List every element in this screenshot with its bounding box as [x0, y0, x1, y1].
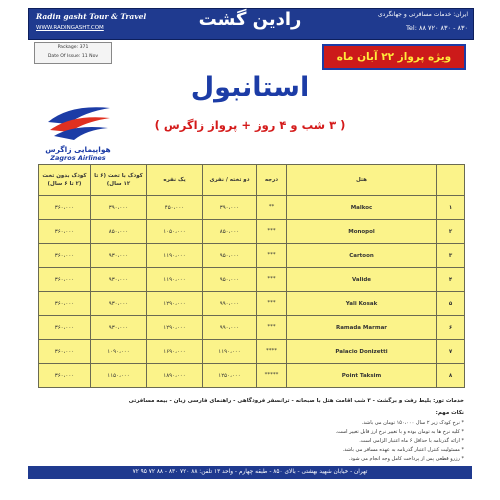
- header-phone: Tel: ۸۸ ۷۲۰ ۸۳۰ - ۸۳۰: [406, 24, 468, 32]
- chd-bed-cell: ۸۵۰،۰۰۰: [91, 220, 147, 244]
- chd-nobed-cell: ۳۶۰،۰۰۰: [39, 292, 91, 316]
- double-price-cell: ۹۹۰،۰۰۰: [203, 316, 257, 340]
- brand-name-english: Radin gasht Tour & Travel: [36, 12, 147, 21]
- chd-bed-cell: ۹۳۰،۰۰۰: [91, 316, 147, 340]
- chd-bed-cell: ۹۳۰،۰۰۰: [91, 244, 147, 268]
- double-price-cell: ۳۹۰،۰۰۰: [203, 196, 257, 220]
- star-rating-cell: ****: [257, 340, 287, 364]
- double-price-cell: ۸۵۰،۰۰۰: [203, 220, 257, 244]
- footer-bar: [28, 466, 472, 479]
- table-row: [39, 244, 465, 268]
- table-row: [39, 220, 465, 244]
- notes-title: نکات مهم:: [435, 410, 464, 416]
- note-item: * نرخ کودک زیر ۲ سال ۱۵۰،۰۰۰ تومان می باشد.: [361, 420, 464, 426]
- chd-nobed-cell: ۳۶۰،۰۰۰: [39, 316, 91, 340]
- header-star: درجه: [257, 165, 287, 196]
- single-price-cell: ۱۰۵۰،۰۰۰: [147, 220, 203, 244]
- double-price-cell: ۹۹۰،۰۰۰: [203, 292, 257, 316]
- brand-subtitle: ایران: خدمات مسافرتی و جهانگردی: [377, 11, 468, 18]
- single-price-cell: ۱۱۹۰،۰۰۰: [147, 268, 203, 292]
- star-rating-cell: ***: [257, 316, 287, 340]
- chd-bed-cell: ۹۳۰،۰۰۰: [91, 268, 147, 292]
- hotel-name-cell[interactable]: Valide: [287, 268, 437, 292]
- chd-nobed-cell: ۳۶۰،۰۰۰: [39, 364, 91, 388]
- single-price-cell: ۴۵۰،۰۰۰: [147, 196, 203, 220]
- price-table: [38, 164, 465, 388]
- chd-nobed-cell: ۳۶۰،۰۰۰: [39, 196, 91, 220]
- row-number-cell: ۷: [437, 340, 465, 364]
- star-rating-cell: ***: [257, 244, 287, 268]
- header-row-number: [437, 165, 465, 196]
- hotel-name-cell[interactable]: Monopol: [287, 220, 437, 244]
- table-row: [39, 292, 465, 316]
- date-of-issue: Date Of Issue: 11 Nov: [47, 54, 99, 59]
- footer-address: تهران - خیابان شهید بهشتی - بالای ۸۵۰ - طبقه چهارم - واحد ۱۳ تلفن: ۸۸ ۷۲۰ ۸۳۰ - ۸۸ ۷۲ ۹۵ ۷۲: [132, 469, 368, 475]
- chd-bed-cell: ۱۰۹۰،۰۰۰: [91, 340, 147, 364]
- table-row: [39, 196, 465, 220]
- brand-name-persian: رادین گشت: [198, 9, 302, 30]
- row-number-cell: ۸: [437, 364, 465, 388]
- single-price-cell: ۱۶۹۰،۰۰۰: [147, 340, 203, 364]
- single-price-cell: ۱۱۹۰،۰۰۰: [147, 244, 203, 268]
- chd-nobed-cell: ۳۶۰،۰۰۰: [39, 340, 91, 364]
- double-price-cell: ۱۲۵۰،۰۰۰: [203, 364, 257, 388]
- table-row: [39, 364, 465, 388]
- row-number-cell: ۱: [437, 196, 465, 220]
- star-rating-cell: **: [257, 196, 287, 220]
- single-price-cell: ۱۲۹۰،۰۰۰: [147, 316, 203, 340]
- hotel-name-cell[interactable]: Ramada Marmar: [287, 316, 437, 340]
- hotel-name-cell[interactable]: Palacio Donizetti: [287, 340, 437, 364]
- row-number-cell: ۴: [437, 268, 465, 292]
- double-price-cell: ۱۱۹۰،۰۰۰: [203, 340, 257, 364]
- chd-bed-cell: ۱۱۵۰،۰۰۰: [91, 364, 147, 388]
- airline-name-english: Zagros Airlines: [50, 154, 106, 162]
- double-price-cell: ۹۵۰،۰۰۰: [203, 268, 257, 292]
- row-number-cell: ۵: [437, 292, 465, 316]
- package-number: Package: 371: [57, 45, 89, 50]
- promo-text: ویژه پرواز ۲۲ آبان ماه: [336, 51, 452, 63]
- page-title: استانبول: [190, 72, 310, 103]
- single-price-cell: ۱۸۹۰،۰۰۰: [147, 364, 203, 388]
- hotel-name-cell[interactable]: Yali Kosak: [287, 292, 437, 316]
- star-rating-cell: ***: [257, 292, 287, 316]
- table-row: [39, 340, 465, 364]
- row-number-cell: ۲: [437, 220, 465, 244]
- note-item: * رزرو قطعی پس از پرداخت کامل وجه انجام می شود.: [348, 456, 464, 462]
- header-double: دو تخته / نفری: [203, 165, 257, 196]
- website-link[interactable]: WWW.RADINGASHT.COM: [36, 25, 104, 31]
- single-price-cell: ۱۲۹۰،۰۰۰: [147, 292, 203, 316]
- row-number-cell: ۶: [437, 316, 465, 340]
- note-item: * مسئولیت کنترل اعتبار گذرنامه به عهده مسافر می باشد.: [342, 447, 464, 453]
- star-rating-cell: *****: [257, 364, 287, 388]
- note-item: * ارائه گذرنامه با حداقل ۶ ماه اعتبار الزامی است.: [359, 438, 464, 444]
- chd-nobed-cell: ۳۶۰،۰۰۰: [39, 244, 91, 268]
- header-child-no-bed: کودک بدون تخت (۲ تا ۶ سال): [39, 165, 91, 196]
- table-row: [39, 316, 465, 340]
- table-header-row: [39, 165, 465, 196]
- header-single: یک نفره: [147, 165, 203, 196]
- airline-name-persian: هواپیمایی زاگرس: [45, 145, 111, 154]
- star-rating-cell: ***: [257, 220, 287, 244]
- header-hotel: هتل: [287, 165, 437, 196]
- hotel-name-cell[interactable]: Cartoon: [287, 244, 437, 268]
- chd-bed-cell: ۳۹۰،۰۰۰: [91, 196, 147, 220]
- note-item: * کلیه نرخ ها به تومان بوده و با تغییر نرخ ارز قابل تغییر است.: [335, 429, 464, 435]
- chd-nobed-cell: ۳۶۰،۰۰۰: [39, 220, 91, 244]
- tour-services: خدمات تور: بلیط رفت و برگشت - ۳ شب اقامت هتل با صبحانه - ترانسفر فرودگاهی - راهنمای فارسی زبان - بیمه مسافرتی: [128, 398, 464, 404]
- header-child-with-bed: کودک با تخت (۶ تا ۱۲ سال): [91, 165, 147, 196]
- table-row: [39, 268, 465, 292]
- promo-banner: [322, 44, 466, 70]
- chd-nobed-cell: ۳۶۰،۰۰۰: [39, 268, 91, 292]
- page-subtitle: ( ۳ شب و ۴ روز + پرواز زاگرس ): [154, 118, 346, 132]
- hotel-name-cell[interactable]: Point Taksim: [287, 364, 437, 388]
- package-info-box: [34, 42, 112, 64]
- hotel-name-cell[interactable]: Malkoc: [287, 196, 437, 220]
- chd-bed-cell: ۹۳۰،۰۰۰: [91, 292, 147, 316]
- double-price-cell: ۹۵۰،۰۰۰: [203, 244, 257, 268]
- star-rating-cell: ***: [257, 268, 287, 292]
- row-number-cell: ۳: [437, 244, 465, 268]
- table-body: [39, 196, 465, 388]
